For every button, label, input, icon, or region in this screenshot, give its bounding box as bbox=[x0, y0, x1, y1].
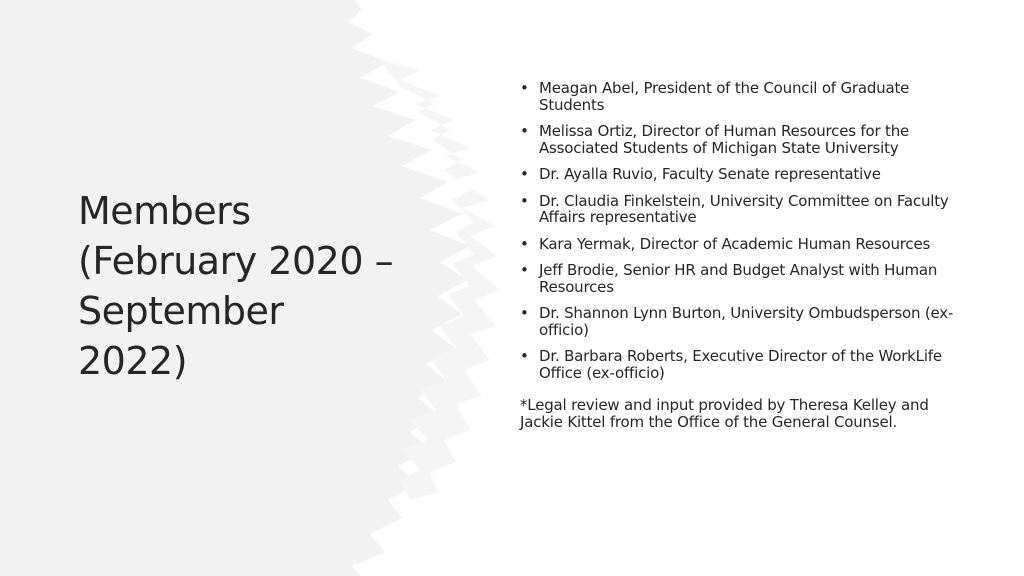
member-text: Dr. Claudia Finkelstein, University Committee on Faculty Affairs representative bbox=[539, 191, 949, 226]
list-item bbox=[520, 80, 960, 113]
member-text: Kara Yermak, Director of Academic Human Resources bbox=[539, 234, 931, 253]
list-item bbox=[520, 166, 960, 183]
list-item bbox=[520, 305, 960, 338]
member-text: Melissa Ortiz, Director of Human Resources for the Associated Students of Michigan State University bbox=[539, 122, 910, 157]
bullet-icon: • bbox=[520, 234, 529, 253]
list-item bbox=[520, 193, 960, 226]
bullet-icon: • bbox=[520, 79, 529, 97]
list-item bbox=[520, 236, 960, 253]
member-text: Dr. Shannon Lynn Burton, University Ombudsperson (ex-officio) bbox=[539, 304, 954, 339]
list-item bbox=[520, 123, 960, 156]
members-list bbox=[520, 80, 960, 381]
title-line: 2022) bbox=[78, 339, 188, 383]
title-line: September bbox=[78, 289, 284, 333]
member-text: Dr. Ayalla Ruvio, Faculty Senate representative bbox=[539, 165, 881, 183]
bullet-icon: • bbox=[520, 347, 529, 365]
slide-title bbox=[78, 186, 438, 386]
list-item bbox=[520, 262, 960, 295]
member-text: Jeff Brodie, Senior HR and Budget Analyst with Human Resources bbox=[539, 261, 938, 296]
legal-review-note: *Legal review and input provided by Theresa Kelley and Jackie Kittel from the Office of the General Counsel. bbox=[520, 396, 929, 431]
bullet-icon: • bbox=[520, 304, 529, 322]
bullet-icon: • bbox=[520, 165, 529, 183]
title-line: (February 2020 – bbox=[78, 239, 394, 283]
title-line: Members bbox=[78, 189, 251, 233]
bullet-icon: • bbox=[520, 261, 529, 279]
content-panel bbox=[520, 80, 960, 430]
list-item bbox=[520, 348, 960, 381]
member-text: Meagan Abel, President of the Council of Graduate Students bbox=[539, 79, 910, 114]
bullet-icon: • bbox=[520, 122, 529, 140]
bullet-icon: • bbox=[520, 191, 529, 210]
member-text: Dr. Barbara Roberts, Executive Director of the WorkLife Office (ex-officio) bbox=[539, 347, 942, 382]
